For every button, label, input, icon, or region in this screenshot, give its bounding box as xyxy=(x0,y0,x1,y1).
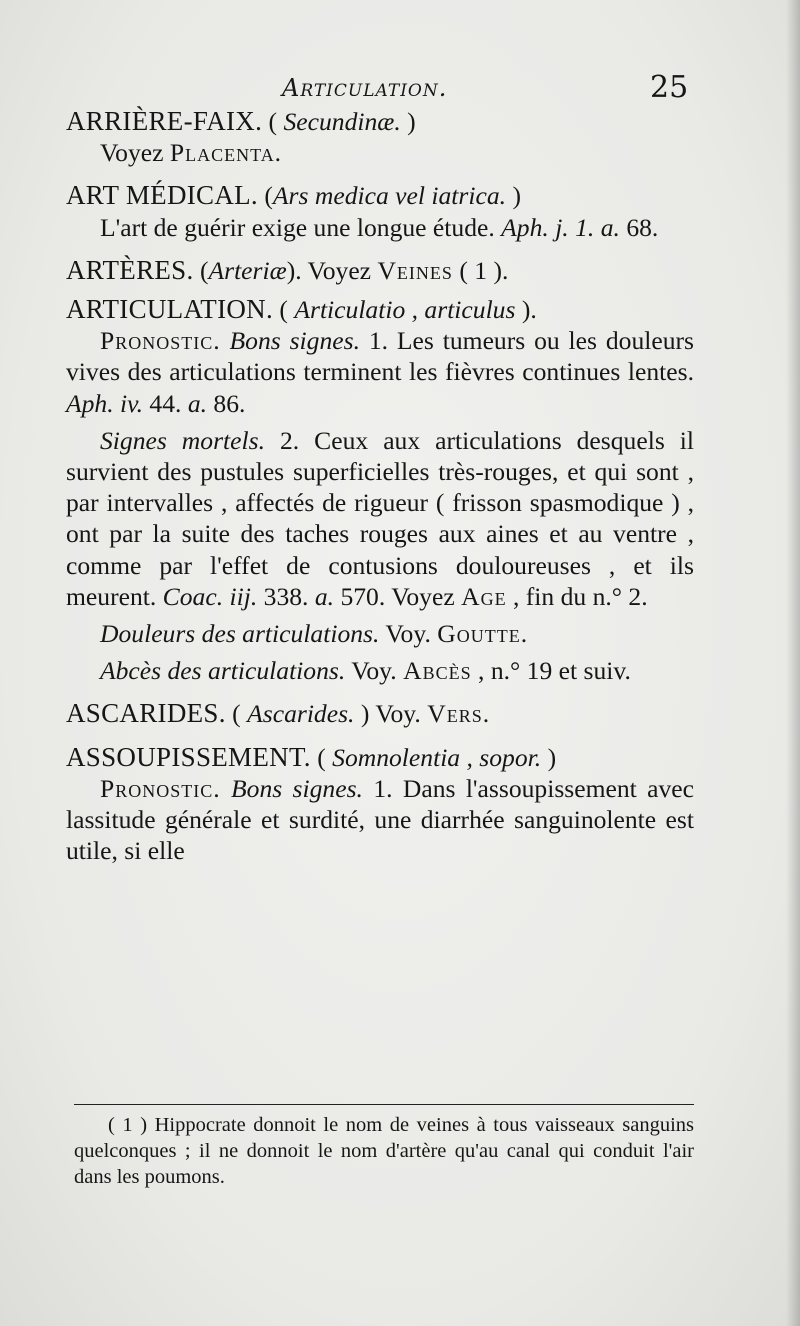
entry-heading: ART MÉDICAL. (Ars medica vel iatrica. ) xyxy=(66,180,521,211)
footnote-divider xyxy=(74,1104,694,1105)
headword: ARTÈRES. xyxy=(66,254,194,285)
citation-a: a. xyxy=(187,388,208,418)
entry-text: 1. Les tumeurs ou les douleurs vives des articulations terminent les fièvres continues lentes. xyxy=(66,326,694,387)
citation-number: 338. xyxy=(263,581,309,611)
subsection-label: Signes mortels. xyxy=(100,425,265,455)
paragraph-abces xyxy=(66,655,694,686)
paragraph-signes-mortels xyxy=(66,425,694,612)
citation: Aph. j. 1. a. xyxy=(501,212,620,242)
entry-text: L'art de guérir exige une longue étude. xyxy=(100,212,495,242)
citation: Aph. iv. xyxy=(66,388,143,418)
paragraph-bons-signes xyxy=(66,325,694,419)
latin-term: Ars medica vel iatrica. xyxy=(272,181,507,211)
citation-number: 86. xyxy=(213,388,246,418)
entry-art-medical xyxy=(66,180,694,242)
cross-reference: Goutte. xyxy=(437,619,529,649)
headword: ASCARIDES. xyxy=(66,698,226,729)
entry-assoupissement xyxy=(66,742,694,867)
entry-text: 2. Ceux aux articulations desquels il survient des pustules superficielles très-rouges, et qui sont , par intervalles , affectés de rigueur ( frisson spasmodique ) , ont par la suite des taches rouges aux aines et au ventre , comme par l'effet de contusions douloureuses , et ils meurent. xyxy=(66,425,694,611)
entry-body xyxy=(66,212,694,243)
citation: Coac. iij. xyxy=(162,581,258,611)
latin-term: Secundinæ. xyxy=(283,107,401,136)
cross-reference: Vers. xyxy=(427,699,491,729)
cross-reference: Abcès xyxy=(403,656,472,686)
citation-a: a. xyxy=(314,581,335,611)
page-edge-shadow xyxy=(786,0,800,1326)
subsection-label: Bons signes. xyxy=(231,773,363,803)
cross-reference: Age xyxy=(461,581,507,611)
entry-heading: ASSOUPISSEMENT. ( Somnolentia , sopor. ) xyxy=(66,741,557,772)
headword: ASSOUPISSEMENT. xyxy=(66,741,311,772)
cross-reference: Placenta. xyxy=(169,138,283,168)
headword: ART MÉDICAL. xyxy=(66,180,258,211)
see-prefix: Voyez xyxy=(100,138,164,168)
footnote xyxy=(74,1112,694,1190)
headword: ARRIÈRE-FAIX. xyxy=(66,106,263,136)
running-head: Articulation. xyxy=(282,74,448,102)
entry-arriere-faix xyxy=(66,106,694,168)
subsection-label: Bons signes. xyxy=(229,326,360,356)
see-suffix: , fin du n.° 2. xyxy=(512,581,648,611)
entry-arteres xyxy=(66,255,694,286)
see-prefix: Voy. xyxy=(385,619,431,649)
entry-text: 1. Dans l'assoupissement avec lassitude générale et surdité, une diarrhée sanguinolente est utile, si elle xyxy=(66,773,695,866)
section-label: Pronostic. xyxy=(100,326,221,356)
see-prefix: Voy. xyxy=(375,699,421,729)
subsection-label: Abcès des articulations. xyxy=(100,656,346,686)
entry-heading: ASCARIDES. ( Ascarides. ) Voy. Vers. xyxy=(66,698,491,729)
subsection-label: Douleurs des articulations. xyxy=(100,619,380,649)
see-prefix: Voyez xyxy=(307,255,372,285)
citation-number: 570. xyxy=(340,581,386,611)
see-prefix: Voyez xyxy=(391,581,455,611)
entry-heading: ARRIÈRE-FAIX. ( Secundinæ. ) xyxy=(66,106,416,136)
footnote-mark: ( 1 ) xyxy=(108,1114,148,1136)
page-header xyxy=(0,70,800,106)
entry-ascarides xyxy=(66,698,694,729)
entry-body xyxy=(66,137,694,168)
page-number: 25 xyxy=(650,70,689,105)
paragraph-douleurs xyxy=(66,618,694,649)
latin-term: Articulatio , articulus xyxy=(294,295,516,325)
cross-reference: Veines xyxy=(377,255,453,285)
see-suffix: , n.° 19 et suiv. xyxy=(478,656,631,686)
entry-articulation xyxy=(66,294,694,686)
footnote-reference: ( 1 ). xyxy=(459,255,509,285)
latin-term: Somnolentia , sopor. xyxy=(332,742,542,772)
section-label: Pronostic. xyxy=(100,773,221,803)
citation-number: 68. xyxy=(626,212,659,242)
latin-term: Arteriæ xyxy=(208,255,287,285)
paragraph-bons-signes xyxy=(66,773,694,867)
main-text xyxy=(66,106,694,878)
entry-heading: ARTÈRES. (Arteriæ). Voyez Veines ( 1 ). xyxy=(66,254,509,285)
latin-term: Ascarides. xyxy=(247,699,355,729)
entry-heading: ARTICULATION. ( Articulatio , articulus ). xyxy=(66,294,537,325)
headword: ARTICULATION. xyxy=(66,294,274,325)
citation-number: 44. xyxy=(149,388,182,418)
footnote-text: Hippocrate donnoit le nom de veines à tous vaisseaux sanguins quelconques ; il ne donnoit le nom d'artère qu'au canal qui conduit l'air dans les poumons. xyxy=(74,1114,695,1188)
see-prefix: Voy. xyxy=(351,656,397,686)
